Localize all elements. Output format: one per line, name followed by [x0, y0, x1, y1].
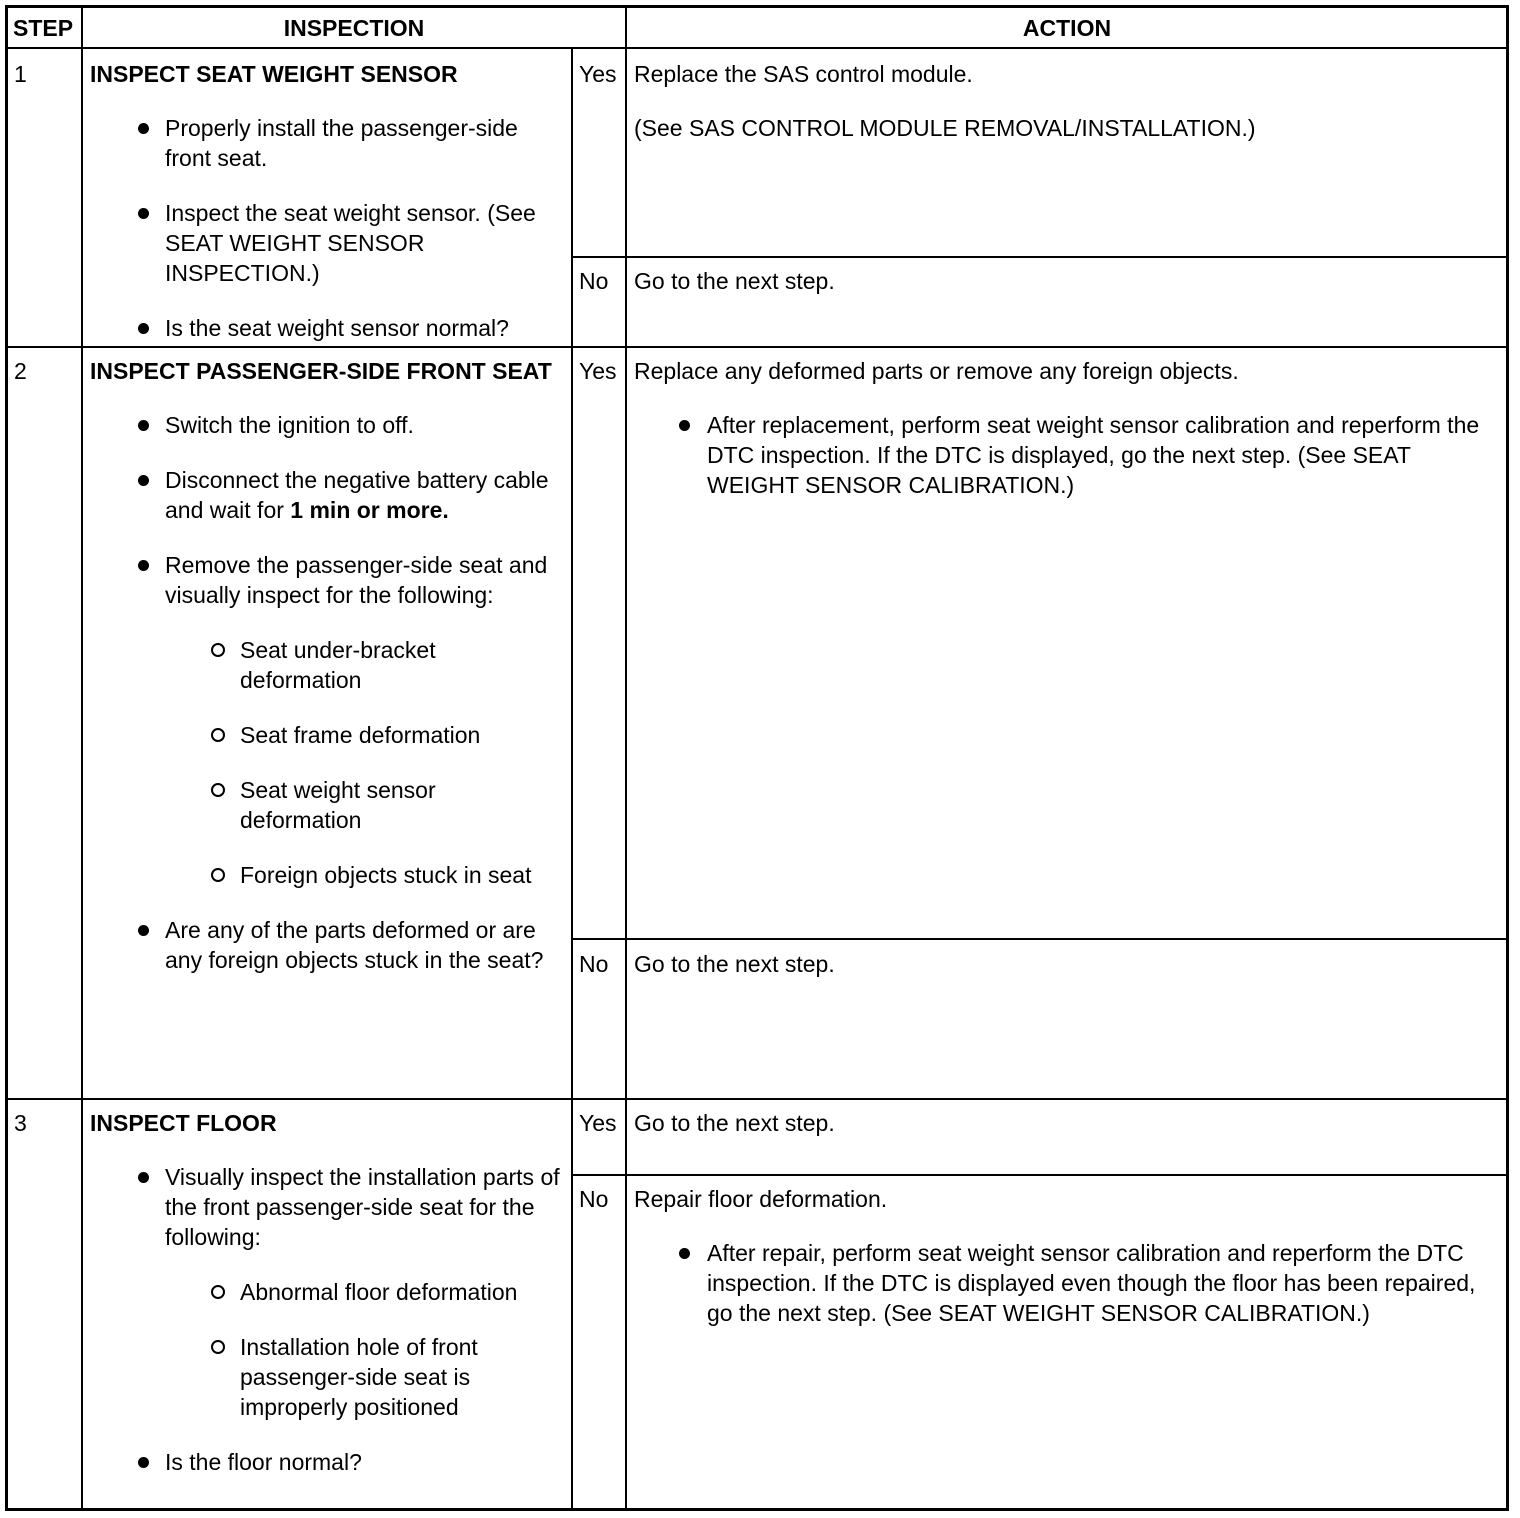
action-text: Repair floor deformation.	[634, 1186, 888, 1212]
no-label: No	[579, 268, 609, 294]
step-number: 1	[14, 61, 27, 87]
sub-bullet-item: Abnormal floor deformation	[90, 1277, 561, 1307]
sub-bullet-item: Seat weight sensor deformation	[90, 775, 561, 835]
bullet-text: Disconnect the negative battery cable and wait for	[165, 467, 549, 523]
header-action: ACTION	[1022, 15, 1112, 41]
action-bullet: After replacement, perform seat weight sensor calibration and reperform the DTC inspection. If the DTC is displayed, go the next step. (See SEAT WEIGHT SENSOR CALIBRATION.)	[634, 410, 1499, 500]
bullet-item: Is the seat weight sensor normal?	[90, 313, 561, 343]
step-2-inspection	[83, 346, 571, 1000]
step-3-no-action	[627, 1174, 1507, 1328]
step-1-yes-action	[627, 49, 1507, 167]
action-text: Replace the SAS control module.	[634, 61, 973, 87]
step-2-no-action: Go to the next step.	[634, 951, 835, 977]
step-3-inspection	[83, 1098, 571, 1502]
step-3-yes-action: Go to the next step.	[634, 1110, 835, 1136]
yes-label: Yes	[579, 1110, 617, 1136]
step-title: INSPECT FLOOR	[90, 1110, 277, 1136]
header-inspection: INSPECTION	[283, 15, 425, 41]
bullet-item: Are any of the parts deformed or are any foreign objects stuck in the seat?	[90, 915, 561, 975]
no-label: No	[579, 1186, 609, 1212]
step-number: 3	[14, 1110, 27, 1136]
bullet-item: Is the floor normal?	[90, 1447, 561, 1477]
step-1-inspection	[83, 49, 571, 368]
action-bullet: After repair, perform seat weight sensor calibration and reperform the DTC inspection. If the DTC is displayed even though the floor has been repaired, go the next step. (See SEAT WEIGHT SENSOR CALIBRATION.)	[634, 1238, 1499, 1328]
step-title: INSPECT PASSENGER-SIDE FRONT SEAT	[90, 358, 552, 384]
bullet-item: Properly install the passenger-side front seat.	[90, 113, 561, 173]
bullet-item	[90, 465, 561, 525]
sub-bullet-item: Seat under-bracket deformation	[90, 635, 561, 695]
sub-bullet-item: Seat frame deformation	[90, 720, 561, 750]
step-title: INSPECT SEAT WEIGHT SENSOR	[90, 61, 458, 87]
sub-bullet-item: Installation hole of front passenger-side seat is improperly positioned	[90, 1332, 561, 1422]
step-2-yes-action	[627, 346, 1507, 500]
bullet-item: Remove the passenger-side seat and visually inspect for the following:	[90, 550, 561, 610]
header-step: STEP	[13, 15, 74, 41]
bullet-item: Visually inspect the installation parts of the front passenger-side seat for the following:	[90, 1162, 561, 1252]
action-text: Replace any deformed parts or remove any foreign objects.	[634, 358, 1239, 384]
bullet-emphasis: 1 min or more.	[290, 497, 449, 523]
yes-label: Yes	[579, 358, 617, 384]
action-reference: (See SAS CONTROL MODULE REMOVAL/INSTALLATION.)	[634, 115, 1256, 141]
no-label: No	[579, 951, 609, 977]
step-1-no-action: Go to the next step.	[634, 268, 835, 294]
step-number: 2	[14, 358, 27, 384]
yes-label: Yes	[579, 61, 617, 87]
sub-bullet-item: Foreign objects stuck in seat	[90, 860, 561, 890]
bullet-item: Switch the ignition to off.	[90, 410, 561, 440]
bullet-item: Inspect the seat weight sensor. (See SEAT WEIGHT SENSOR INSPECTION.)	[90, 198, 561, 288]
